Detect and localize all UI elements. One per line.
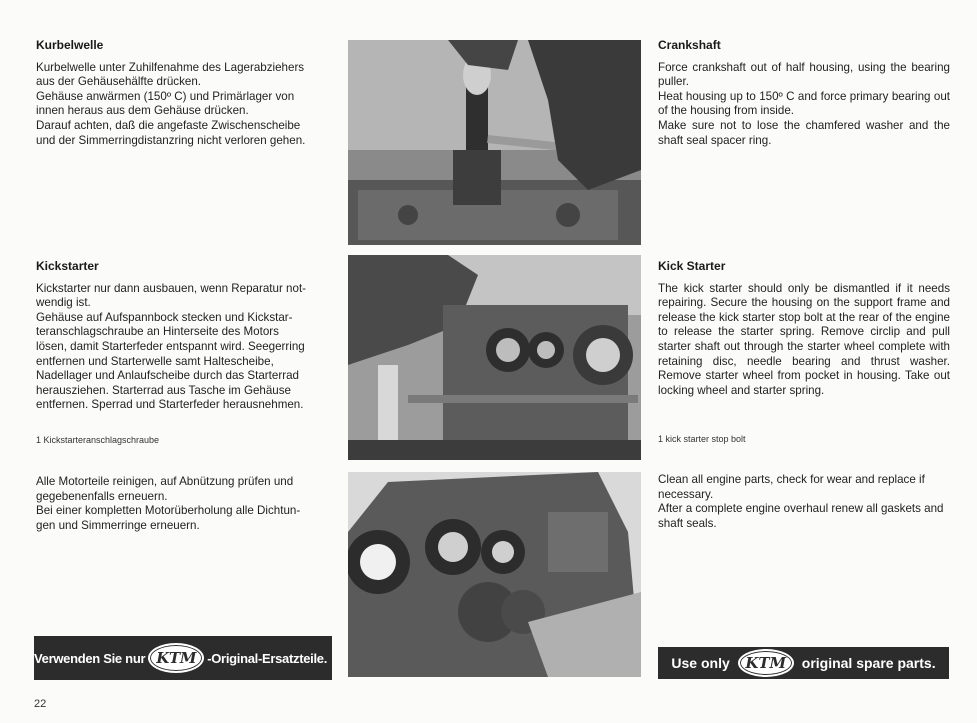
kickstarter-text-en: The kick starter should only be dismantled if it needs repairing. Secure the housing on the support frame and release the kick starter stop bolt at the rear of the engine to release the starter spring. Remove circlip and pull starter shaft out through the starter wheel complete with retaining disc, needle bearing and thrust washer. Remove starter wheel from pocket in housing. Take out locking wheel and starter spring.: [658, 281, 950, 397]
cleaning-section-de: [36, 475, 332, 533]
crankshaft-photo-graphic: [348, 40, 641, 245]
cleaning-text-de: Alle Motorteile reinigen, auf Abnützung prüfen und gegebenenfalls erneuern. Bei einer kompletten Motorüberholung alle Dichtun- gen und Simmerringe erneuern.: [36, 475, 301, 532]
banner-text-after-en: original spare parts.: [801, 655, 936, 671]
kickstarter-section-de: [36, 259, 332, 413]
crankshaft-heading-en: Crankshaft: [658, 38, 721, 52]
crankshaft-text-de: Kurbelwelle unter Zuhilfenahme des Lagerabziehers aus der Gehäusehälfte drücken. Gehäuse anwärmen (150º C) und Primärlager von innen heraus aus dem Gehäuse drücken. Darauf achten, daß die angefaste Zwischenscheibe und der Simmerringdistanzring nicht verloren gehen.: [36, 60, 306, 147]
spare-parts-banner-de: [34, 636, 332, 680]
banner-text-before-en: Use only: [671, 655, 730, 671]
crankshaft-section-en: [658, 38, 950, 148]
kickstarter-text-de: Kickstarter nur dann ausbauen, wenn Reparatur not- wendig ist. Gehäuse auf Aufspannbock stecken und Kickstar- teranschlagschraube an Hinterseite des Motors lösen, damit Starterfeder entspannt wird. Seegerring entfernen und Starterwelle samt Haltescheibe, Nadellager und Anlaufscheibe durch das Starterrad herausziehen. Starterrad aus Tasche im Gehäuse entfernen. Sperrad und Starterfeder herausnehmen.: [36, 281, 307, 412]
kickstarter-caption-en: 1 kick starter stop bolt: [658, 434, 746, 444]
engine-parts-photo-graphic: [348, 472, 641, 677]
cleaning-text-en: Clean all engine parts, check for wear and replace if necessary. After a complete engine overhaul renew all gaskets and shaft seals.: [658, 473, 944, 530]
engine-parts-photo: [348, 472, 641, 677]
crankshaft-heading-de: Kurbelwelle: [36, 38, 104, 52]
ktm-logo-en: KTM: [738, 649, 794, 677]
crankshaft-photo: [348, 40, 641, 245]
spare-parts-banner-en: [658, 647, 949, 679]
page-number: 22: [34, 698, 47, 710]
banner-text-after-de: -Original-Ersatzteile.: [207, 650, 328, 666]
kickstarter-heading-de: Kickstarter: [36, 259, 99, 273]
ktm-logo-de: KTM: [148, 643, 204, 673]
cleaning-section-en: [658, 473, 950, 531]
kickstarter-photo-graphic: [348, 255, 641, 460]
crankshaft-text-en: Force crankshaft out of half housing, using the bearing puller. Heat housing up to 150º C and force primary bearing out of the housing from inside. Make sure not to lose the chamfered washer and the shaft seal spacer ring.: [658, 60, 950, 147]
kickstarter-photo: [348, 255, 641, 460]
kickstarter-caption-de-wrap: [36, 433, 332, 448]
kickstarter-caption-de: 1 Kickstarteranschlagschraube: [36, 435, 160, 445]
crankshaft-section-de: [36, 38, 332, 148]
kickstarter-caption-en-wrap: [658, 432, 950, 447]
banner-text-before-de: Verwenden Sie nur: [34, 650, 146, 666]
kickstarter-heading-en: Kick Starter: [658, 259, 726, 273]
kickstarter-section-en: [658, 259, 950, 398]
